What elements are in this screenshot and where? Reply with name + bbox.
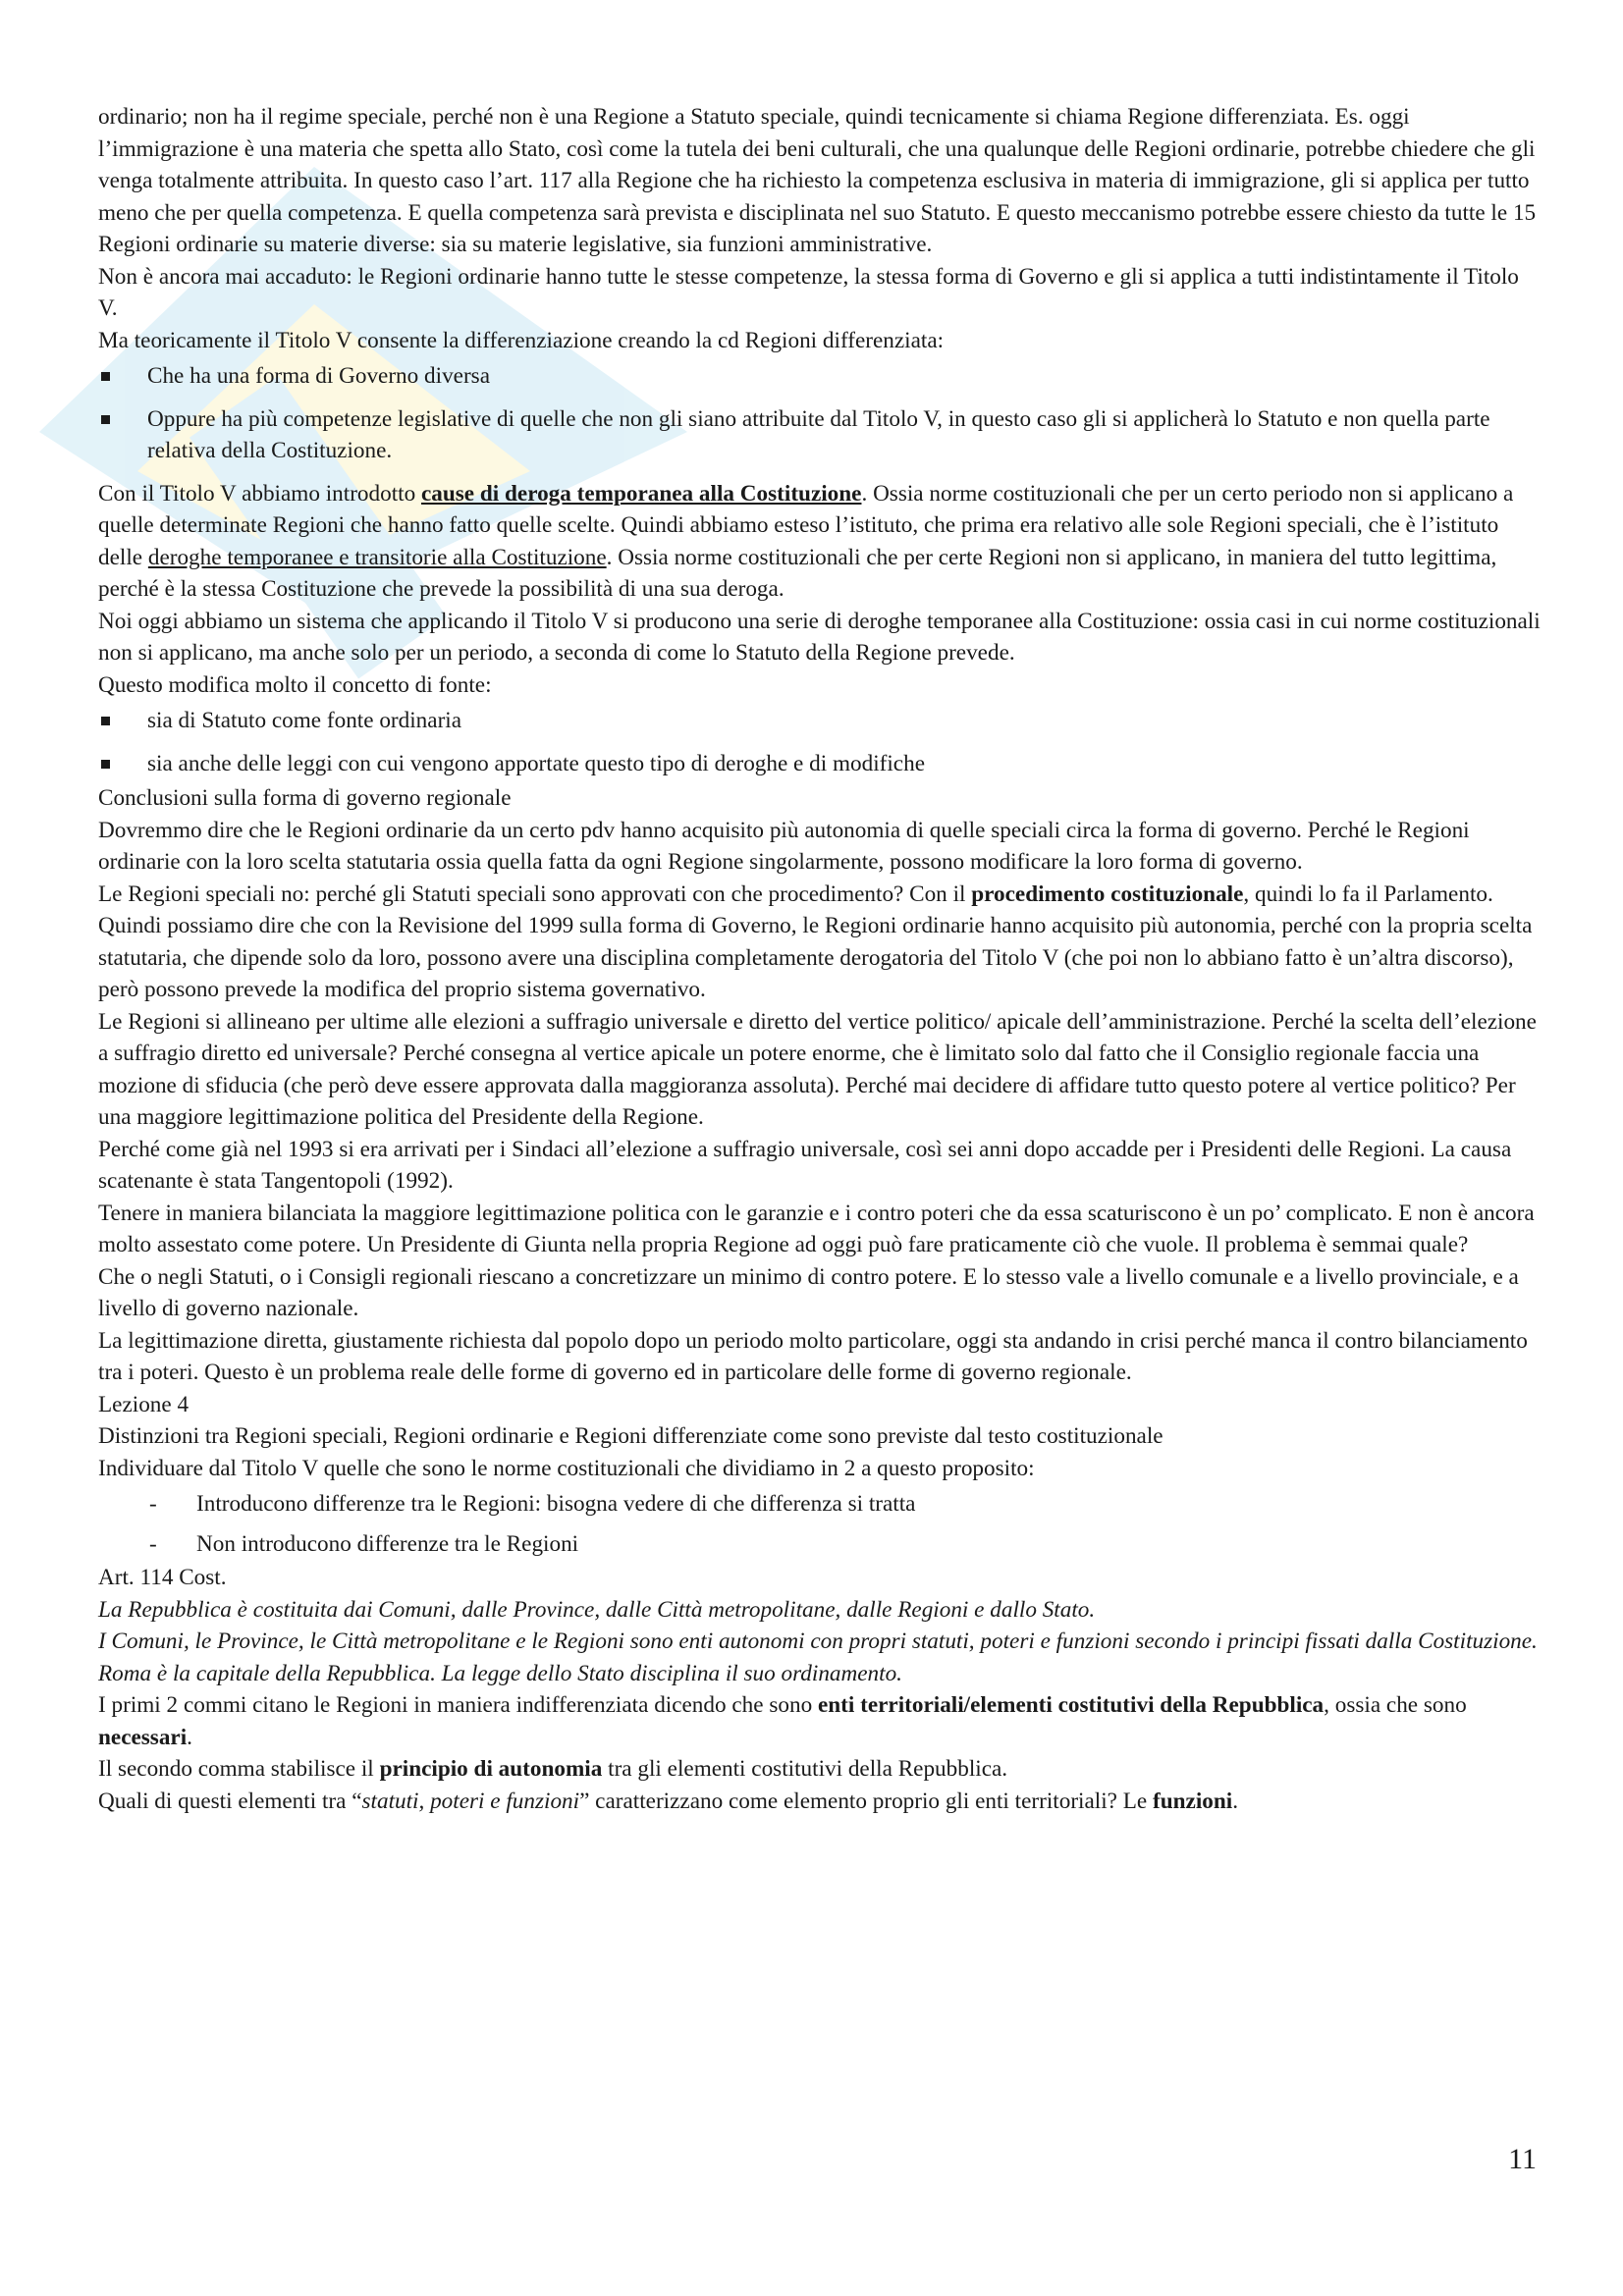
bullet-list	[98, 705, 1542, 779]
article-text: Roma è la capitale della Repubblica. La legge dello Stato disciplina il suo ordinamento.	[98, 1660, 902, 1686]
list-item: - Introducono differenze tra le Regioni: bisogna vedere di che differenza si tratta	[149, 1488, 1542, 1521]
list-item: Oppure ha più competenze legislative di quelle che non gli siano attribuite dal Titolo V, in questo caso gli si applicherà lo Statuto e non quella parte relativa della Costituzione.	[98, 403, 1542, 467]
paragraph: Noi oggi abbiamo un sistema che applicando il Titolo V si producono una serie di deroghe temporanee alla Costituzione: ossia casi in cui norme costituzionali non si applicano, ma anche solo per un periodo, a seconda di come lo Statuto della Regione prevede.	[98, 608, 1541, 666]
bullet-list	[98, 360, 1542, 467]
paragraph: Perché come già nel 1993 si era arrivati per i Sindaci all’elezione a suffragio universale, così sei anni dopo accadde per i Presidenti delle Regioni. La causa scatenante è stata Tangentopoli (1992).	[98, 1136, 1512, 1194]
paragraph: Tenere in maniera bilanciata la maggiore legittimazione politica con le garanzie e i contro poteri che da essa scaturiscono è un po’ complicato. E non è ancora molto assestato come potere. Un Presidente di Giunta nella propria Regione ad oggi può fare praticamente ciò che vuole. Il problema è semmai quale?	[98, 1200, 1535, 1257]
section-heading: Conclusioni sulla forma di governo regionale	[98, 785, 512, 811]
paragraph: Quali di questi elementi tra “statuti, poteri e funzioni” caratterizzano come elemento proprio gli enti territoriali? Le funzioni.	[98, 1788, 1238, 1814]
paragraph: Non è ancora mai accaduto: le Regioni ordinarie hanno tutte le stesse competenze, la stessa forma di Governo e gli si applica a tutti indistintamente il Titolo V.	[98, 263, 1519, 321]
paragraph: Distinzioni tra Regioni speciali, Regioni ordinarie e Regioni differenziate come sono previste dal testo costituzionale	[98, 1423, 1163, 1449]
paragraph: Che o negli Statuti, o i Consigli regionali riescano a concretizzare un minimo di contro potere. E lo stesso vale a livello comunale e a livello provinciale, e a livello di governo nazionale.	[98, 1263, 1519, 1321]
paragraph: Con il Titolo V abbiamo introdotto cause di deroga temporanea alla Costituzione. Ossia norme costituzionali che per un certo periodo non si applicano a quelle determinate Regioni che hanno fatto quelle scelte. Quindi abbiamo esteso l’istituto, che prima era relativo alle sole Regioni speciali, che è l’istituto delle deroghe temporanee e transitorie alla Costituzione. Ossia norme costituzionali che per certe Regioni non si applicano, in maniera del tutto legittima, perché è la stessa Costituzione che prevede la possibilità di una sua deroga.	[98, 480, 1514, 602]
paragraph: Il secondo comma stabilisce il principio di autonomia tra gli elementi costitutivi della Repubblica.	[98, 1756, 1008, 1782]
document-body	[98, 101, 1542, 1817]
emphasis: enti territoriali/elementi costitutivi della Repubblica	[817, 1692, 1325, 1718]
emphasis: cause di deroga temporanea alla Costituzione	[420, 480, 862, 507]
emphasis: deroghe temporanee e transitorie alla Costituzione	[147, 544, 607, 570]
lesson-heading: Lezione 4	[98, 1391, 189, 1417]
paragraph: Ma teoricamente il Titolo V consente la differenziazione creando la cd Regioni differenziata:	[98, 327, 945, 353]
emphasis: procedimento costituzionale	[971, 881, 1244, 907]
paragraph: Le Regioni si allineano per ultime alle elezioni a suffragio universale e diretto del vertice politico/ apicale dell’amministrazione. Perché la scelta dell’elezione a suffragio diretto ed universale? Perché consegna al vertice apicale un potere enorme, che è limitato solo dal fatto che il Consiglio regionale faccia una mozione di sfiducia (che però deve essere approvata dalla maggioranza assoluta). Perché mai decidere di affidare tutto questo potere al vertice politico? Per una maggiore legittimazione politica del Presidente della Regione.	[98, 1008, 1537, 1130]
emphasis: statuti, poteri e funzioni	[361, 1788, 580, 1814]
paragraph: I primi 2 commi citano le Regioni in maniera indifferenziata dicendo che sono enti territoriali/elementi costitutivi della Repubblica, ossia che sono necessari.	[98, 1692, 1467, 1750]
list-item: sia di Statuto come fonte ordinaria	[98, 705, 1542, 737]
emphasis: funzioni	[1153, 1788, 1233, 1814]
article-text: I Comuni, le Province, le Città metropolitane e le Regioni sono enti autonomi con propri statuti, poteri e funzioni secondo i principi fissati dalla Costituzione.	[98, 1629, 1538, 1654]
article-text: La Repubblica è costituita dai Comuni, dalle Province, dalle Città metropolitane, dalle Regioni e dallo Stato.	[98, 1596, 1096, 1623]
emphasis: principio di autonomia	[379, 1756, 603, 1782]
list-item: sia anche delle leggi con cui vengono apportate questo tipo di deroghe e di modifiche	[98, 748, 1542, 780]
paragraph: Individuare dal Titolo V quelle che sono le norme costituzionali che dividiamo in 2 a questo proposito:	[98, 1455, 1035, 1481]
paragraph: Le Regioni speciali no: perché gli Statuti speciali sono approvati con che procedimento? Con il procedimento costituzionale, quindi lo fa il Parlamento.	[98, 881, 1493, 907]
paragraph: La legittimazione diretta, giustamente richiesta dal popolo dopo un periodo molto particolare, oggi sta andando in crisi perché manca il contro bilanciamento tra i poteri. Questo è un problema reale delle forme di governo ed in particolare delle forme di governo regionale.	[98, 1327, 1528, 1385]
paragraph: Dovremmo dire che le Regioni ordinarie da un certo pdv hanno acquisito più autonomia di quelle speciali circa la forma di governo. Perché le Regioni ordinarie con la loro scelta statutaria ossia quella fatta da ogni Regione singolarmente, possono modificare la loro forma di governo.	[98, 817, 1470, 875]
paragraph: ordinario; non ha il regime speciale, perché non è una Regione a Statuto speciale, quindi tecnicamente si chiama Regione differenziata. Es. oggi l’immigrazione è una materia che spetta allo Stato, così come la tutela dei beni culturali, che una qualunque delle Regioni ordinarie, potrebbe chiedere che gli venga totalmente attribuita. In questo caso l’art. 117 alla Regione che ha richiesto la competenza esclusiva in materia di immigrazione, gli si applica per tutto meno che per quella competenza. E quella competenza sarà prevista e disciplinata nel suo Statuto. E questo meccanismo potrebbe essere chiesto da tutte le 15 Regioni ordinarie su materie diverse: sia su materie legislative, sia funzioni amministrative.	[98, 104, 1537, 257]
list-item: - Non introducono differenze tra le Regioni	[149, 1528, 1542, 1561]
paragraph: Questo modifica molto il concetto di fonte:	[98, 671, 492, 698]
emphasis: necessari	[98, 1724, 188, 1750]
article-heading: Art. 114 Cost.	[98, 1565, 227, 1590]
list-item: Che ha una forma di Governo diversa	[98, 360, 1542, 393]
paragraph: Quindi possiamo dire che con la Revisione del 1999 sulla forma di Governo, le Regioni ordinarie hanno acquisito più autonomia, perché con la propria scelta statutaria, che dipende solo da loro, possono avere una disciplina completamente derogatoria del Titolo V (che poi non lo abbiano fatto è un’altra discorso), però possono prevede la modifica del proprio sistema governativo.	[98, 913, 1533, 1002]
dash-list	[149, 1488, 1542, 1560]
page-number: 11	[1508, 2143, 1537, 2175]
